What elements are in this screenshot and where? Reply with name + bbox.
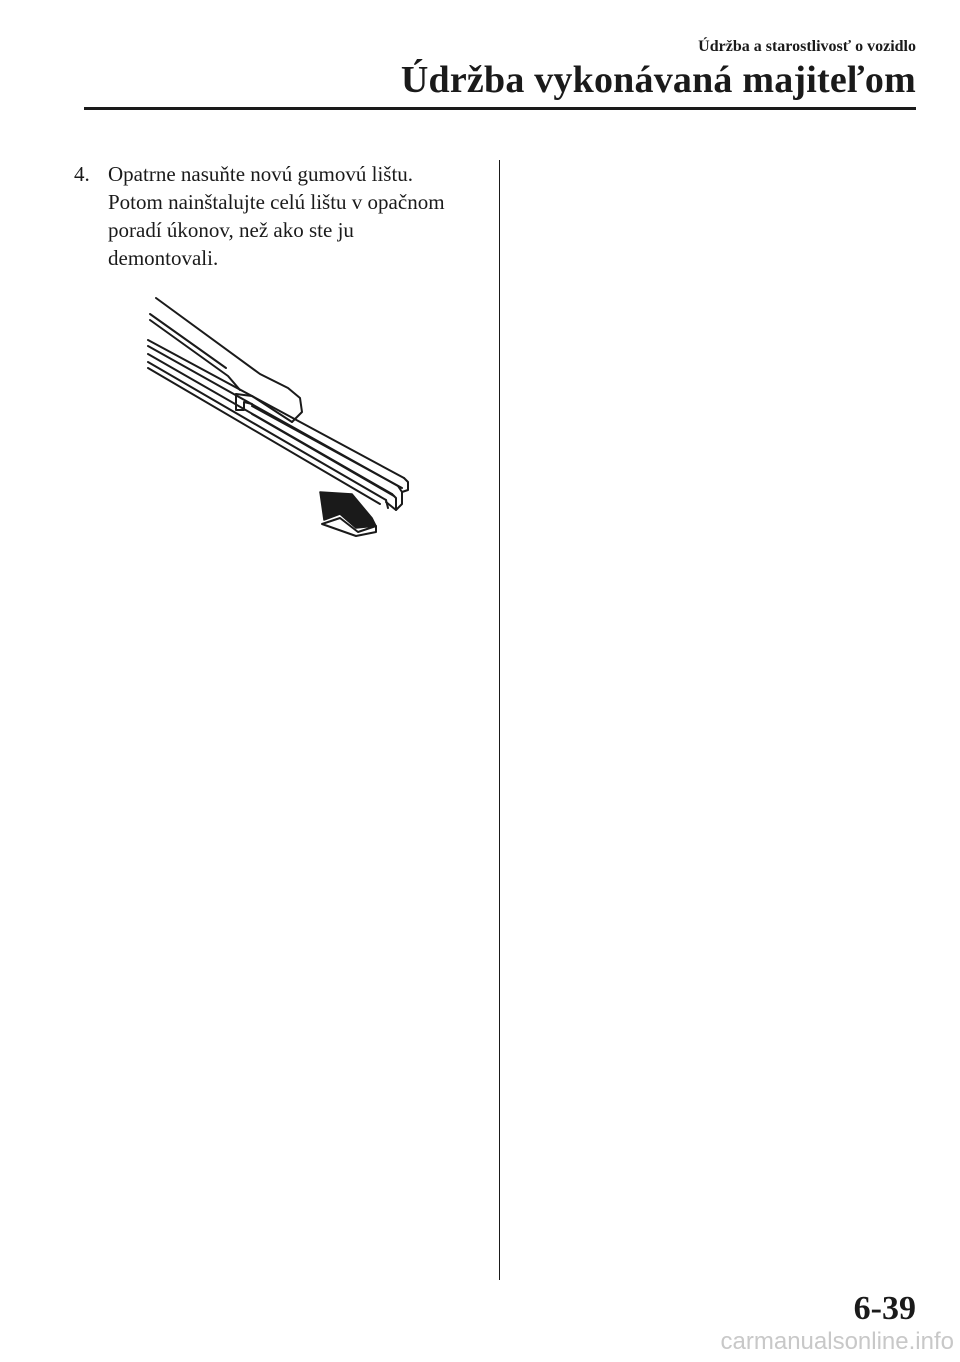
- step-line: poradí úkonov, než ako ste ju: [108, 218, 354, 242]
- step-line: Potom nainštalujte celú lištu v opačnom: [108, 190, 445, 214]
- step-line: Opatrne nasuňte novú gumovú lištu.: [108, 162, 414, 186]
- push-arrow-icon: [320, 492, 376, 536]
- column-divider: [499, 160, 500, 1280]
- step-line: demontovali.: [108, 246, 219, 270]
- step-text: [108, 160, 488, 272]
- step-number: 4.: [74, 162, 90, 186]
- section-label: Údržba a starostlivosť o vozidlo: [698, 38, 916, 55]
- chapter-title: Údržba vykonávaná majiteľom: [400, 59, 916, 101]
- watermark: carmanualsonline.info: [720, 1328, 954, 1355]
- page-number: 6-39: [853, 1290, 916, 1327]
- header-rule: [84, 107, 916, 110]
- wiper-blade-illustration: [140, 292, 430, 542]
